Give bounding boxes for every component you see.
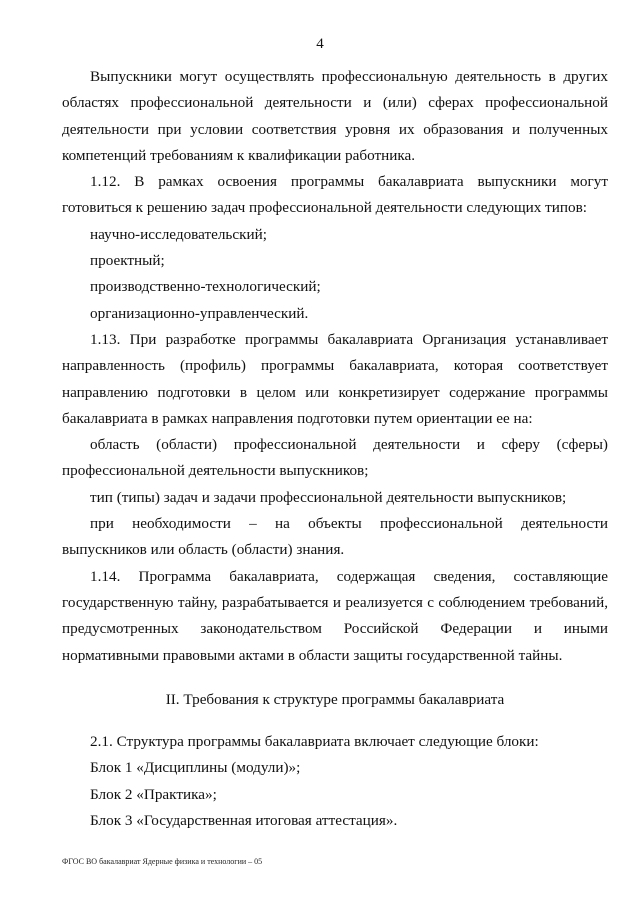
page-footer: ФГОС ВО бакалавриат Ядерные физика и технологии – 05 [62,857,263,866]
list-item-task-type: организационно-управленческий. [90,304,309,322]
paragraph-1-13: 1.13. При разработке программы бакалавриата Организация устанавливает направленность (профиль) программы бакалавриата, которая соответствует направлению подготовки в целом или конкретизирует содержание программы бакалавриата в рамках направления подготовки путем ориентации ее на: [62,330,608,427]
paragraph-orientation-tasks: тип (типы) задач и задачи профессиональной деятельности выпускников; [90,488,567,506]
paragraph-orientation-objects: при необходимости – на объекты профессиональной деятельности выпускников или область (области) знания. [62,515,608,559]
page-number: 4 [316,36,324,52]
list-item-block: Блок 2 «Практика»; [90,785,217,803]
paragraph-graduates-activity: Выпускники могут осуществлять профессиональную деятельность в других областях профессиональной деятельности и (или) сферах профессиональной деятельности при условии соответствия уровня их образования и полученных компетенций требованиям к квалификации работника. [62,68,608,164]
paragraph-orientation-area: область (области) профессиональной деятельности и сферу (сферы) профессиональной деятельности выпускников; [62,436,608,480]
list-item-task-type: производственно-технологический; [90,278,321,296]
section-heading: II. Требования к структуре программы бакалавриата [165,690,505,708]
paragraph-1-12: 1.12. В рамках освоения программы бакалавриата выпускники могут готовиться к решению задач профессиональной деятельности следующих типов: [62,173,608,217]
list-item-task-type: научно-исследовательский; [90,225,267,243]
list-item-block: Блок 1 «Дисциплины (модули)»; [90,759,301,777]
document-body [62,64,608,834]
paragraph-2-1: 2.1. Структура программы бакалавриата включает следующие блоки: [90,733,539,751]
paragraph-1-14: 1.14. Программа бакалавриата, содержащая сведения, составляющие государственную тайну, разрабатывается и реализуется с соблюдением требований, предусмотренных законодательством Российской Федерации и иными нормативными правовыми актами в области защиты государственной тайны. [62,567,608,664]
list-item-block: Блок 3 «Государственная итоговая аттестация». [90,812,398,830]
list-item-task-type: проектный; [90,252,165,270]
